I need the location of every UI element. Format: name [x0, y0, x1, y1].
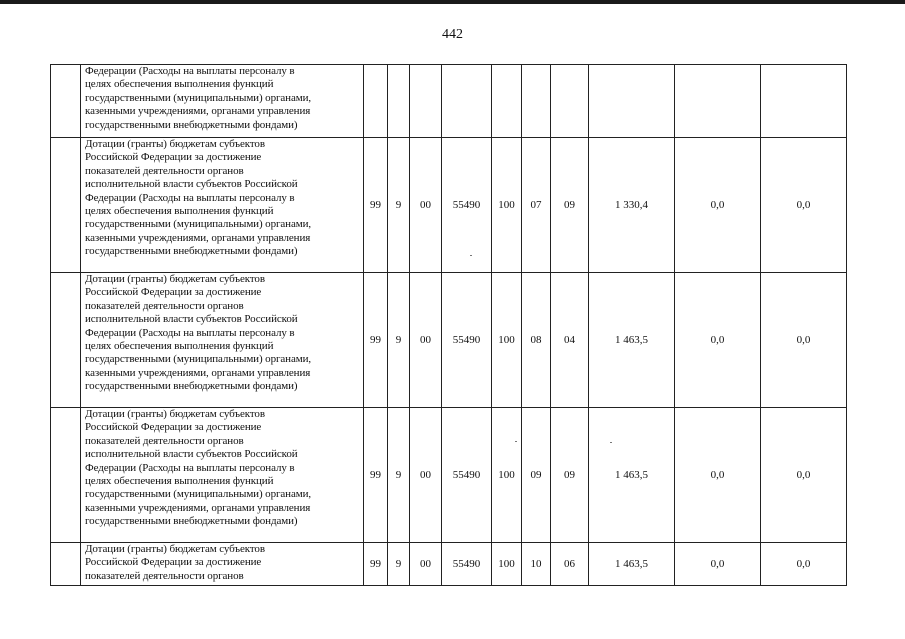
table-row [51, 273, 847, 408]
amount-year-2-cell: 0,0 [675, 543, 761, 586]
expense-type-code-cell: 100 [492, 138, 522, 273]
expense-type-code-cell: 100 [492, 543, 522, 586]
description-cell [81, 543, 364, 586]
top-border-rule [0, 0, 905, 4]
subsection-code-cell: 09 [551, 408, 589, 543]
group-code-cell: 00 [410, 273, 442, 408]
description-line: казенными учреждениями, органами управления [85, 366, 311, 379]
section-code-cell: 10 [522, 543, 551, 586]
section-code-cell: 07 [522, 138, 551, 273]
amount-year-1-cell: 1 463,5 [589, 273, 675, 408]
row-number-cell [51, 138, 81, 273]
description-line: показателей деятельности органов [85, 434, 244, 447]
expense-type-code-cell: 100 [492, 408, 522, 543]
amount-year-3-cell: 0,0 [761, 273, 847, 408]
description-line: государственными (муниципальными) органами, [85, 353, 312, 366]
table-row [51, 65, 847, 138]
description-line: государственными внебюджетными фондами) [85, 245, 298, 258]
row-number-cell [51, 65, 81, 138]
program-code-cell: 99 [364, 138, 388, 273]
page-number: 442 [442, 27, 463, 42]
description-line: государственными (муниципальными) органами, [85, 218, 312, 231]
description-cell [81, 138, 364, 273]
group-code-cell: 00 [410, 138, 442, 273]
description-line: исполнительной власти субъектов Российской [85, 448, 298, 461]
program-code-cell [364, 65, 388, 138]
program-code-cell: 99 [364, 408, 388, 543]
subsection-code-cell [551, 65, 589, 138]
direction-code-cell: 55490 [442, 138, 492, 273]
subprogram-code-cell: 9 [388, 273, 410, 408]
program-code-cell: 99 [364, 273, 388, 408]
subprogram-code-cell: 9 [388, 408, 410, 543]
description-line: Дотации (гранты) бюджетам субъектов [85, 273, 265, 285]
scan-speck [470, 255, 472, 256]
subprogram-code-cell: 9 [388, 543, 410, 586]
row-number-cell [51, 408, 81, 543]
subsection-code-cell: 06 [551, 543, 589, 586]
amount-year-1-cell [589, 65, 675, 138]
table-row [51, 408, 847, 543]
amount-year-3-cell [761, 65, 847, 138]
description-line: Дотации (гранты) бюджетам субъектов [85, 138, 265, 150]
group-code-cell [410, 65, 442, 138]
amount-year-3-cell: 0,0 [761, 408, 847, 543]
amount-year-2-cell: 0,0 [675, 408, 761, 543]
amount-year-3-cell: 0,0 [761, 543, 847, 586]
scan-speck [515, 441, 517, 442]
description-line: государственными внебюджетными фондами) [85, 515, 298, 528]
amount-year-2-cell: 0,0 [675, 138, 761, 273]
description-line: казенными учреждениями, органами управления [85, 231, 311, 244]
description-line: государственными внебюджетными фондами) [85, 118, 298, 131]
row-number-cell [51, 273, 81, 408]
amount-year-1-cell: 1 463,5 [589, 408, 675, 543]
row-number-cell [51, 543, 81, 586]
description-line: Дотации (гранты) бюджетам субъектов [85, 408, 265, 420]
description-line: показателей деятельности органов [85, 569, 244, 582]
subprogram-code-cell: 9 [388, 138, 410, 273]
description-line: государственными (муниципальными) органами, [85, 488, 312, 501]
description-line: Федерации (Расходы на выплаты персоналу в [85, 65, 295, 77]
description-line: государственными внебюджетными фондами) [85, 380, 298, 393]
amount-year-1-cell: 1 463,5 [589, 543, 675, 586]
description-line: Российской Федерации за достижение [85, 421, 262, 434]
group-code-cell: 00 [410, 543, 442, 586]
description-line: казенными учреждениями, органами управления [85, 501, 311, 514]
description-line: казенными учреждениями, органами управления [85, 105, 311, 118]
description-line: целях обеспечения выполнения функций [85, 78, 274, 91]
description-line: Федерации (Расходы на выплаты персоналу в [85, 461, 295, 474]
description-line: Российской Федерации за достижение [85, 151, 262, 164]
description-line: показателей деятельности органов [85, 299, 244, 312]
description-line: Дотации (гранты) бюджетам субъектов [85, 543, 265, 555]
program-code-cell: 99 [364, 543, 388, 586]
description-line: Российской Федерации за достижение [85, 556, 262, 569]
amount-year-2-cell: 0,0 [675, 273, 761, 408]
description-cell [81, 408, 364, 543]
section-code-cell: 08 [522, 273, 551, 408]
table-row [51, 543, 847, 586]
section-code-cell: 09 [522, 408, 551, 543]
direction-code-cell: 55490 [442, 543, 492, 586]
description-line: показателей деятельности органов [85, 164, 244, 177]
description-cell [81, 65, 364, 138]
table-body [51, 65, 847, 586]
description-line: государственными (муниципальными) органами, [85, 91, 312, 104]
amount-year-2-cell [675, 65, 761, 138]
description-line: исполнительной власти субъектов Российской [85, 313, 298, 326]
description-line: целях обеспечения выполнения функций [85, 205, 274, 218]
description-line: исполнительной власти субъектов Российской [85, 178, 298, 191]
scan-speck [610, 442, 612, 443]
subsection-code-cell: 09 [551, 138, 589, 273]
description-line: Российской Федерации за достижение [85, 286, 262, 299]
amount-year-1-cell: 1 330,4 [589, 138, 675, 273]
group-code-cell: 00 [410, 408, 442, 543]
description-line: целях обеспечения выполнения функций [85, 340, 274, 353]
direction-code-cell [442, 65, 492, 138]
direction-code-cell: 55490 [442, 408, 492, 543]
subprogram-code-cell [388, 65, 410, 138]
description-line: Федерации (Расходы на выплаты персоналу в [85, 191, 295, 204]
direction-code-cell: 55490 [442, 273, 492, 408]
description-line: Федерации (Расходы на выплаты персоналу в [85, 326, 295, 339]
description-line: целях обеспечения выполнения функций [85, 475, 274, 488]
section-code-cell [522, 65, 551, 138]
amount-year-3-cell: 0,0 [761, 138, 847, 273]
expense-type-code-cell [492, 65, 522, 138]
budget-table [50, 64, 847, 586]
table-row [51, 138, 847, 273]
expense-type-code-cell: 100 [492, 273, 522, 408]
subsection-code-cell: 04 [551, 273, 589, 408]
description-cell [81, 273, 364, 408]
